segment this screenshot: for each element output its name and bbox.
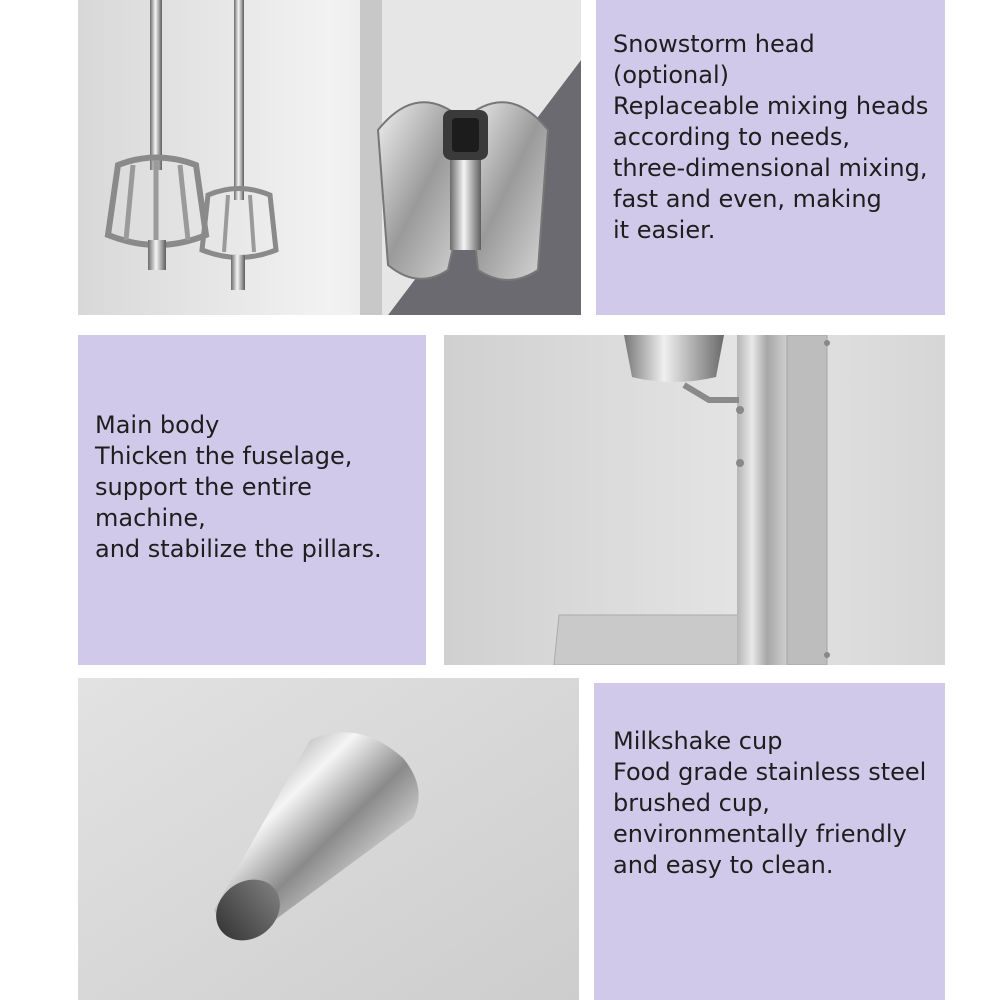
milkshake-cup-text-panel bbox=[594, 683, 945, 1000]
main-body-text bbox=[95, 410, 426, 565]
milkshake-cup-illustration bbox=[78, 678, 579, 1000]
main-body-description: Thicken the fuselage, support the entire machine, and stabilize the pillars. bbox=[95, 442, 382, 563]
milkshake-cup-description: Food grade stainless steel brushed cup, environmentally friendly and easy to clean. bbox=[613, 758, 927, 879]
mixing-heads-text-panel bbox=[596, 0, 945, 315]
mixing-heads-title: Snowstorm head bbox=[613, 30, 815, 58]
main-body-text-panel bbox=[78, 335, 426, 665]
mixing-heads-photo bbox=[78, 0, 581, 315]
main-body-illustration bbox=[444, 335, 945, 665]
main-body-title: Main body bbox=[95, 411, 220, 439]
milkshake-cup-title: Milkshake cup bbox=[613, 727, 783, 755]
mixing-heads-description: (optional) Replaceable mixing heads according to needs, three-dimensional mixing, fast and even, making it easier. bbox=[613, 61, 929, 244]
main-body-photo bbox=[444, 335, 945, 665]
mixing-heads-illustration bbox=[78, 0, 581, 315]
mixing-heads-text bbox=[613, 29, 928, 246]
milkshake-cup-text bbox=[613, 726, 926, 881]
milkshake-cup-photo bbox=[78, 678, 579, 1000]
